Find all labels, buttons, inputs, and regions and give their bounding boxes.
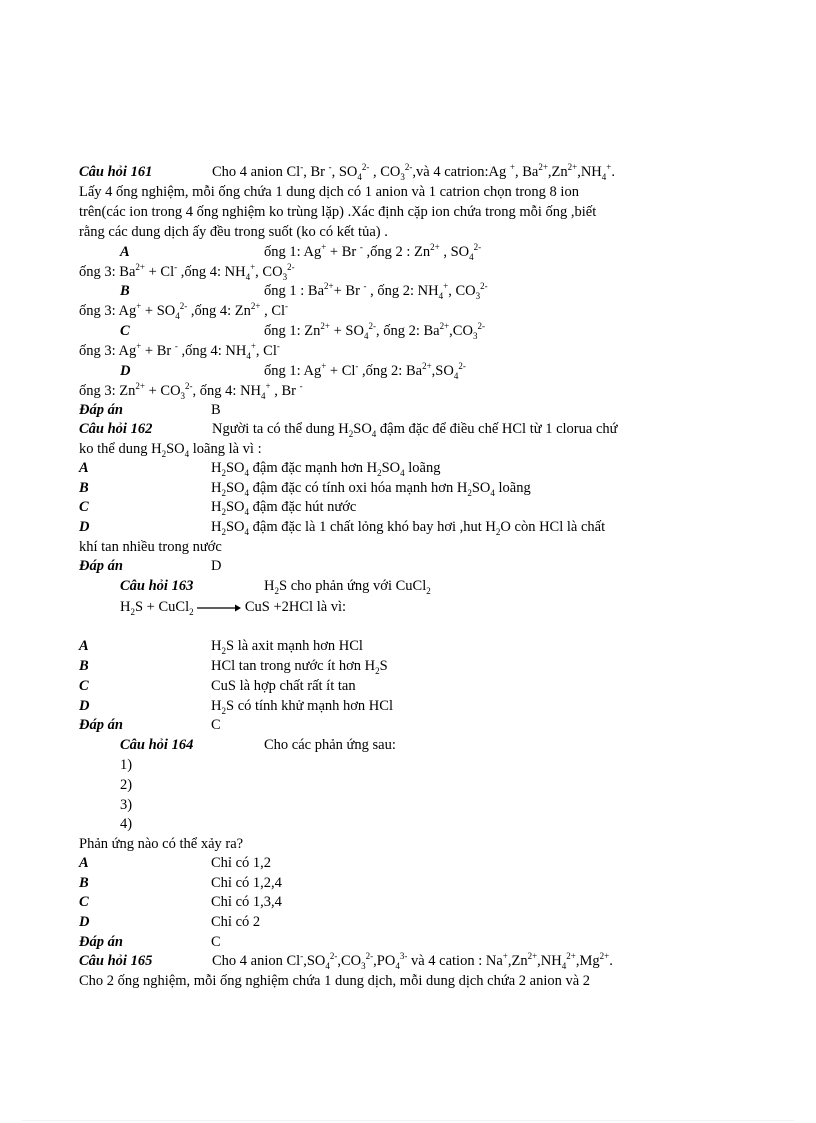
reaction-item-4: 4): [120, 816, 133, 832]
question-163-equation: $H_2S$ + CuCl$_2$ CuS +2HCl là vì:: [120, 599, 347, 617]
option-162-a-text: $H_2SO_4$ đậm đặc mạnh hơn $H_2SO_4$ loãng: [211, 460, 441, 478]
answer-161-value: B: [211, 402, 221, 418]
answer-161-label: Đáp án: [79, 402, 123, 418]
page-bottom-divider: [22, 1120, 794, 1121]
option-161-c-line-1: ống 1: $Zn^{2+} + SO_4^{2-}$, ống 2: $Ba^{2+},CO_3^{2-}$: [264, 321, 485, 341]
option-161-a-line-2: ống 3: $Ba^{2+} + Cl^-$ ,ống 4: $NH_4^+$, $CO_3^{2-}$: [79, 262, 295, 282]
option-163-c-key: C: [79, 678, 89, 694]
option-162-d-text: $H_2SO_4$ đậm đặc là 1 chất lỏng khó bay hơi ,hut $H_2O$ còn HCl là chất: [211, 519, 606, 537]
option-164-b-text: Chỉ có 1,2,4: [211, 875, 282, 891]
option-163-a-key: A: [79, 638, 89, 654]
question-164-title: Cho các phản ứng sau:: [264, 737, 396, 753]
option-162-c-key: C: [79, 499, 89, 515]
reaction-item-2: 2): [120, 777, 133, 793]
question-165-line-1: [79, 951, 613, 971]
question-162-label: Câu hỏi 162: [79, 421, 153, 437]
question-162-line-2: ko thể dung $H_2SO_4$ loãng là vì :: [79, 441, 262, 459]
question-162-stem: Người ta có thể dung $H_2SO_4$ đậm đặc để điều chế HCl từ 1 clorua chứ: [212, 421, 618, 439]
reaction-item-1: 1): [120, 757, 133, 773]
option-163-b-key: B: [79, 658, 89, 674]
option-161-b-line-1: ống 1 : $Ba^{2+}+ Br$ - , ống 2: $NH_4^+$, $CO_3^{2-}$: [264, 281, 488, 301]
option-161-c-key: C: [120, 323, 130, 339]
option-164-a-key: A: [79, 855, 89, 871]
answer-164-value: C: [211, 934, 221, 950]
option-161-a-line-1: ống 1: Ag+ + Br - ,ống 2 : $Zn^{2+}$ , $SO_4^{2-}$: [264, 242, 482, 262]
option-162-c-text: $H_2SO_4$ đậm đặc hút nước: [211, 499, 357, 517]
option-163-c-text: CuS là hợp chất rất ít tan: [211, 678, 356, 694]
option-161-d-line-2: ống 3: $Zn^{2+} + CO_3^{2-}$, ống 4: $NH_4^+$ , Br -: [79, 381, 303, 401]
option-164-d-text: Chỉ có 2: [211, 914, 261, 930]
question-163-label: Câu hỏi 163: [120, 578, 194, 594]
option-163-d-text: $H_2S$ có tính khử mạnh hơn HCl: [211, 698, 393, 716]
answer-163-value: C: [211, 717, 221, 733]
question-164-prompt: Phản ứng nào có thể xảy ra?: [79, 836, 244, 852]
question-161-line-4: rằng các dung dịch ấy đều trong suốt (ko có kết tủa) .: [79, 224, 388, 240]
question-161-label: Câu hỏi 161: [79, 164, 153, 180]
answer-162-label: Đáp án: [79, 558, 123, 574]
question-165-label: Câu hỏi 165: [79, 953, 153, 969]
question-161-line-3: trên(các ion trong 4 ống nghiệm ko trùng lặp) .Xác định cặp ion chứa trong mỗi ống ,biết: [79, 204, 597, 220]
option-161-d-key: D: [120, 363, 131, 379]
option-161-a-key: A: [120, 244, 130, 260]
option-161-b-key: B: [120, 283, 130, 299]
question-165-line-2: Cho 2 ống nghiệm, mỗi ống nghiệm chứa 1 dung dịch, mỗi dung dịch chứa 2 anion và 2: [79, 973, 591, 989]
option-163-d-key: D: [79, 698, 90, 714]
reaction-item-3: 3): [120, 797, 133, 813]
option-162-d-key: D: [79, 519, 90, 535]
question-164-label: Câu hỏi 164: [120, 737, 194, 753]
answer-162-value: D: [211, 558, 222, 574]
option-164-c-text: Chỉ có 1,3,4: [211, 894, 282, 910]
answer-164-label: Đáp án: [79, 934, 123, 950]
question-161-line-1: [79, 162, 615, 182]
question-165-stem: Cho 4 anion $Cl^-,SO_4^{2-},CO_3^{2-},PO_4^{3-}$ và 4 cation : $Na^+,Zn^{2+},NH_4^{2+},Mg^{2+}$.: [212, 951, 613, 971]
question-161-line-2: Lấy 4 ống nghiệm, mỗi ống chứa 1 dung dịch có 1 anion và 1 catrion chọn trong 8 ion: [79, 184, 579, 200]
option-161-d-line-1: ống 1: Ag+ + Cl- ,ống 2: $Ba^{2+},SO_4^{2-}$: [264, 361, 466, 381]
question-162-line-1: [79, 420, 618, 439]
option-162-b-key: B: [79, 480, 89, 496]
answer-163-label: Đáp án: [79, 717, 123, 733]
option-161-b-line-2: ống 3: $Ag^+ + SO_4^{2-}$ ,ống 4: $Zn^{2+}$ , Cl-: [79, 301, 289, 321]
question-163-title: $H_2S$ cho phản ứng với CuCl$_2$: [264, 578, 431, 596]
option-164-b-key: B: [79, 875, 89, 891]
option-163-b-text: HCl tan trong nước ít hơn $H_2S$: [211, 658, 388, 676]
option-163-a-text: $H_2S$ là axit mạnh hơn HCl: [211, 638, 363, 656]
option-164-a-text: Chỉ có 1,2: [211, 855, 272, 871]
option-162-d-tail: khí tan nhiều trong nước: [79, 539, 222, 555]
option-162-b-text: $H_2SO_4$ đậm đặc có tính oxi hóa mạnh hơn $H_2SO_4$ loãng: [211, 480, 531, 498]
option-161-c-line-2: ống 3: Ag+ + Br - ,ống 4: $NH_4^+$, Cl-: [79, 341, 280, 361]
option-162-a-key: A: [79, 460, 89, 476]
option-164-d-key: D: [79, 914, 90, 930]
arrow-right-icon: [197, 603, 241, 613]
option-164-c-key: C: [79, 894, 89, 910]
question-161-stem: Cho 4 anion Cl-, Br -, $SO_4^{2-}$ , $CO_3^{2-},và$ 4 catrion:Ag +, $Ba^{2+},Zn^{2+},NH_4^+$.: [212, 162, 615, 182]
